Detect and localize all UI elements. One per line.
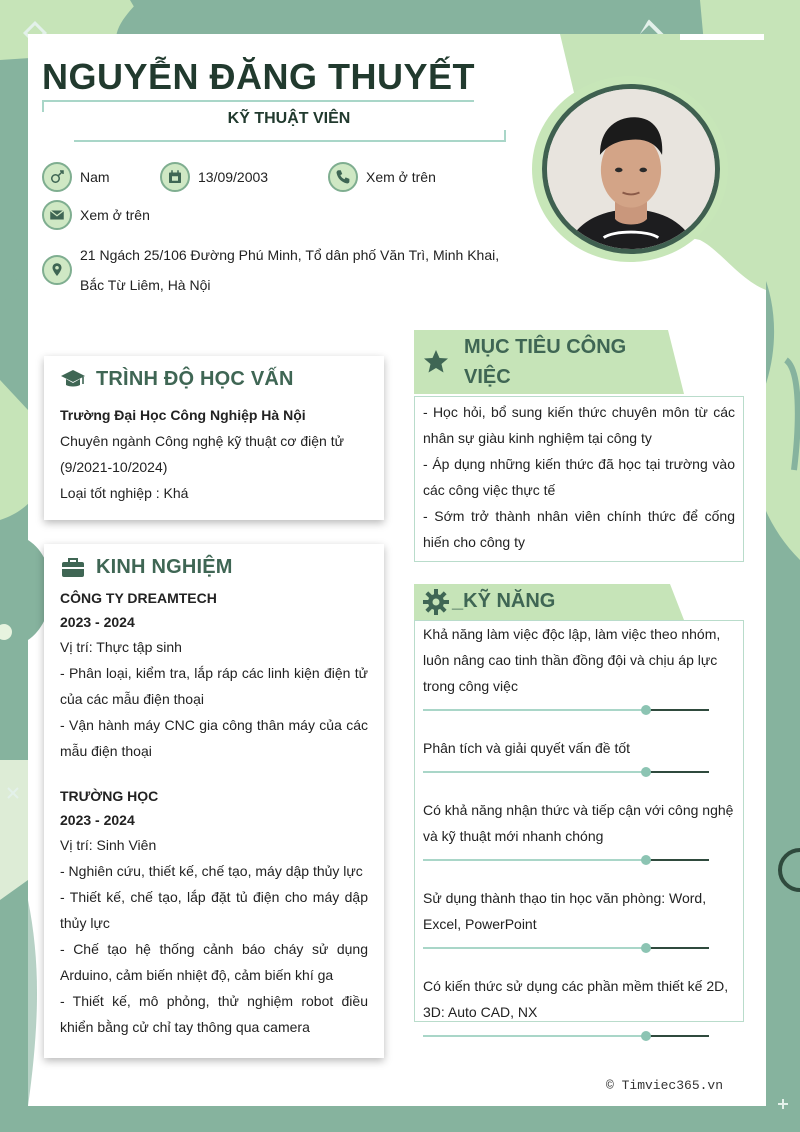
gender-icon [42, 162, 72, 192]
title-underline [74, 140, 506, 142]
skill-bar [423, 859, 709, 861]
experience-detail: - Thiết kế, chế tạo, lắp đặt tủ điện cho máy dập thủy lực [60, 889, 368, 931]
education-header [60, 366, 368, 392]
experience-detail: - Vận hành máy CNC gia công thân máy của các mẫu điện thoại [60, 717, 368, 759]
skill-bar-remaining [646, 947, 709, 949]
profile-photo [547, 89, 715, 249]
experience-item [60, 586, 368, 764]
gender-value: Nam [80, 169, 110, 185]
skill-bar-knob [641, 767, 651, 777]
experience-detail: - Chế tạo hệ thống cảnh báo cháy sử dụng Arduino, cảm biến nhiệt độ, cảm biến khí ga [60, 941, 368, 983]
phone-info [328, 162, 436, 192]
skill-bar-knob [641, 1031, 651, 1041]
email-value: Xem ở trên [80, 207, 150, 223]
education-card [44, 356, 384, 520]
skill-bar-knob [641, 705, 651, 715]
skill-name: Sử dụng thành thạo tin học văn phòng: Word, Excel, PowerPoint [423, 890, 707, 932]
avatar [542, 84, 720, 254]
skills-box [414, 620, 744, 1022]
email-info [42, 200, 150, 230]
experience-item [60, 784, 368, 1040]
address-value: 21 Ngách 25/106 Đường Phú Minh, Tổ dân phố Văn Trì, Minh Khai, Bắc Từ Liêm, Hà Nội [80, 247, 500, 293]
birthday-value: 13/09/2003 [198, 169, 269, 185]
skill-bar [423, 1035, 709, 1037]
experience-detail: - Nghiên cứu, thiết kế, chế tạo, máy dập thủy lực [60, 863, 363, 879]
skill-bar [423, 771, 709, 773]
objective-header [414, 330, 686, 394]
education-heading: TRÌNH ĐỘ HỌC VẤN [96, 367, 294, 390]
skills-heading: _KỸ NĂNG [452, 590, 556, 612]
skill-bar [423, 709, 709, 711]
skill-item [423, 973, 735, 1037]
experience-heading: KINH NGHIỆM [96, 555, 233, 578]
star-icon [422, 348, 450, 376]
experience-org: TRƯỜNG HỌC [60, 788, 159, 804]
experience-period: 2023 - 2024 [60, 812, 135, 828]
skill-item [423, 797, 735, 861]
objective-line: - Áp dụng những kiến thức đã học tại trường vào các công việc thực tế [423, 456, 735, 498]
name-underline [42, 100, 474, 102]
location-icon [42, 255, 72, 285]
skill-name: Khả năng làm việc độc lập, làm việc theo nhóm, luôn nâng cao tinh thần đồng đội và chịu áp lực trong công việc [423, 626, 721, 694]
skill-bar-remaining [646, 709, 709, 711]
experience-period: 2023 - 2024 [60, 614, 135, 630]
birthday-info [160, 162, 268, 192]
skill-bar-remaining [646, 771, 709, 773]
name-underline-tick [42, 100, 44, 112]
education-period: (9/2021-10/2024) [60, 459, 168, 475]
skills-header [414, 584, 686, 620]
education-grade: Loại tốt nghiệp : Khá [60, 485, 189, 501]
objective-line: - Sớm trở thành nhân viên chính thức để cống hiến cho công ty [423, 508, 735, 550]
objective-box [414, 396, 744, 562]
education-school: Trường Đại Học Công Nghiệp Hà Nội [60, 407, 306, 423]
experience-detail: - Phân loại, kiểm tra, lắp ráp các linh kiện điện tử của các mẫu điện thoại [60, 665, 368, 707]
skill-bar-knob [641, 855, 651, 865]
address-info [42, 240, 520, 300]
skill-name: Có kiến thức sử dụng các phần mềm thiết kế 2D, 3D: Auto CAD, NX [423, 978, 729, 1020]
skill-bar-remaining [646, 1035, 709, 1037]
experience-position: Vị trí: Thực tập sinh [60, 639, 182, 655]
skill-name: Phân tích và giải quyết vấn đề tốt [423, 740, 631, 756]
skill-item [423, 735, 735, 773]
title-underline-tick [504, 130, 506, 142]
experience-detail: - Thiết kế, mô phỏng, thử nghiệm robot điều khiển bằng cử chỉ tay thông qua camera [60, 993, 368, 1035]
candidate-name: NGUYỄN ĐĂNG THUYẾT [42, 56, 476, 97]
phone-value: Xem ở trên [366, 169, 436, 185]
skill-item [423, 621, 735, 711]
skill-item [423, 885, 735, 949]
experience-org: CÔNG TY DREAMTECH [60, 590, 217, 606]
objective-heading: MỤC TIÊU CÔNG VIỆC [464, 336, 627, 388]
footer-credit: © Timviec365.vn [606, 1078, 724, 1093]
job-title: KỸ THUẬT VIÊN [227, 110, 351, 127]
email-icon [42, 200, 72, 230]
skill-bar-remaining [646, 859, 709, 861]
calendar-icon [160, 162, 190, 192]
gender-info [42, 162, 110, 192]
education-major: Chuyên ngành Công nghệ kỹ thuật cơ điện tử [60, 433, 344, 449]
skill-bar-knob [641, 943, 651, 953]
experience-header [60, 554, 368, 580]
skill-bar [423, 947, 709, 949]
graduation-cap-icon [60, 366, 86, 392]
phone-icon [328, 162, 358, 192]
briefcase-icon [60, 554, 86, 580]
gear-icon [422, 588, 450, 616]
experience-card [44, 544, 384, 1058]
skill-name: Có khả năng nhận thức và tiếp cận với công nghệ và kỹ thuật mới nhanh chóng [423, 802, 734, 844]
experience-position: Vị trí: Sinh Viên [60, 837, 157, 853]
objective-line: - Học hỏi, bổ sung kiến thức chuyên môn từ các nhân sự giàu kinh nghiệm tại công ty [423, 404, 735, 446]
